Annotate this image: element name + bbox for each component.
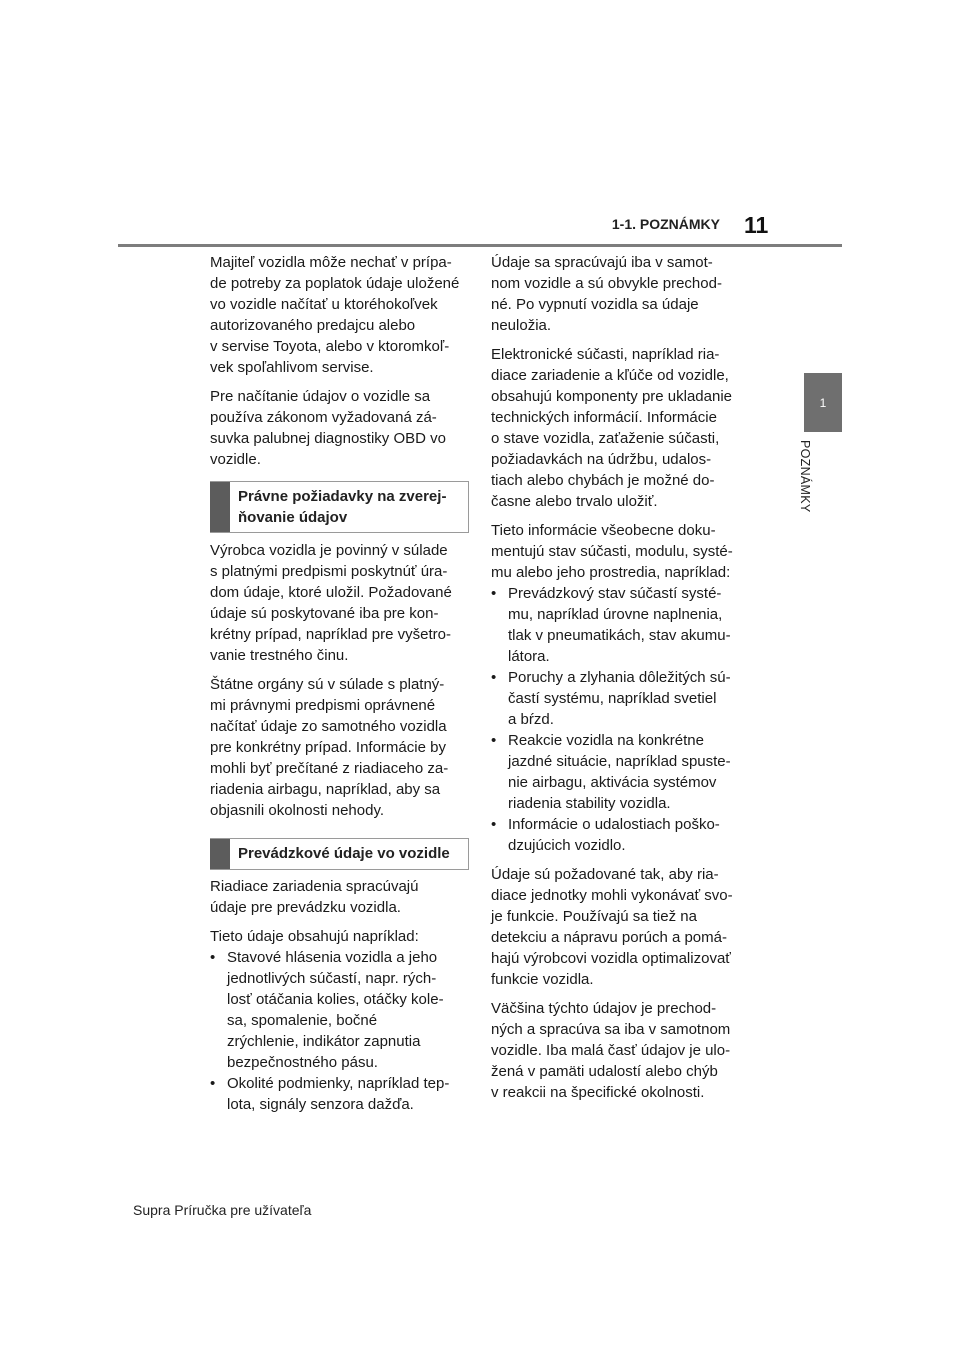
list-item-text: Okolité podmienky, napríklad tep- lota, signály senzora dažďa. bbox=[227, 1075, 450, 1113]
footer-manual-title: Supra Príručka pre užívateľa bbox=[133, 1202, 312, 1218]
list-item-text: Poruchy a zlyhania dôležitých sú- častí systému, napríklad svetiel a bŕzd. bbox=[508, 669, 731, 728]
list-item-text: Prevádzkový stav súčastí systé- mu, napríklad úrovne naplnenia, tlak v pneumatikách, stav akumu- látora. bbox=[508, 585, 731, 665]
bullet-mark: • bbox=[210, 949, 216, 966]
paragraph: Tieto údaje obsahujú napríklad: bbox=[210, 928, 419, 945]
paragraph: Pre načítanie údajov o vozidle sa používa zákonom vyžadovaná zá- suvka palubnej diagnostiky OBD vo vozidle. bbox=[210, 388, 446, 468]
paragraph: Údaje sa spracúvajú iba v samot- nom vozidle a sú obvykle prechod- né. Po vypnutí vozidla sa údaje neuložia. bbox=[491, 254, 722, 334]
section-heading-marker bbox=[210, 839, 230, 869]
left-column-section2 bbox=[210, 876, 468, 1123]
paragraph: Riadiace zariadenia spracúvajú údaje pre prevádzku vozidla. bbox=[210, 878, 419, 916]
right-column bbox=[491, 252, 753, 1111]
list-item bbox=[491, 667, 753, 730]
bullet-mark: • bbox=[491, 669, 497, 686]
section-heading-marker bbox=[210, 482, 230, 532]
section-heading-operational bbox=[210, 838, 469, 870]
list-item bbox=[491, 730, 753, 814]
header-section-title: 1-1. POZNÁMKY bbox=[611, 216, 720, 232]
bullet-mark: • bbox=[491, 585, 497, 602]
section-heading-text: Právne požiadavky na zverej- ňovanie údajov bbox=[238, 488, 447, 526]
list-item bbox=[491, 583, 753, 667]
bullet-mark: • bbox=[491, 732, 497, 749]
list-item-text: Reakcie vozidla na konkrétne jazdné situácie, napríklad spuste- nie airbagu, aktivácia systémov riadenia stability vozidla. bbox=[508, 732, 731, 812]
page-number: 11 bbox=[744, 212, 769, 238]
list-item-text: Stavové hlásenia vozidla a jeho jednotlivých súčastí, napr. rých- losť otáčania kolies, otáčky kole- sa, spomalenie, bočné zrýchlenie, indikátor zapnutia bezpečnostného pásu. bbox=[227, 949, 444, 1071]
bullet-mark: • bbox=[491, 816, 497, 833]
left-column bbox=[210, 252, 468, 478]
section-heading-legal bbox=[210, 481, 469, 533]
list-item bbox=[491, 814, 753, 856]
chapter-tab: 1 bbox=[804, 373, 842, 432]
section-heading-text: Prevádzkové údaje vo vozidle bbox=[238, 845, 450, 862]
left-column-section1 bbox=[210, 540, 468, 829]
bullet-list bbox=[491, 583, 753, 856]
paragraph: Údaje sú požadované tak, aby ria- diace jednotky mohli vykonávať svo- je funkcie. Používajú sa tiež na detekciu a nápravu porúch a pomá- hajú výrobcovi vozidla optimalizovať funkcie vozidla. bbox=[491, 866, 733, 988]
paragraph: Výrobca vozidla je povinný v súlade s platnými predpismi poskytnúť úra- dom údaje, ktoré uložil. Požadované údaje sú poskytované iba pre kon- krétny prípad, napríklad pre vyšetro- vanie trestného činu. bbox=[210, 542, 452, 664]
paragraph: Štátne orgány sú v súlade s platný- mi právnymi predpismi oprávnené načítať údaje zo samotného vozidla pre konkrétny prípad. Informácie by mohli byť prečítané z riadiaceho za- riadenia airbagu, napríklad, aby sa objasnili okolnosti nehody. bbox=[210, 676, 449, 819]
list-item bbox=[210, 1073, 468, 1115]
bullet-mark: • bbox=[210, 1075, 216, 1092]
bullet-list bbox=[210, 947, 468, 1115]
header-divider bbox=[118, 244, 842, 247]
list-item bbox=[210, 947, 468, 1073]
paragraph: Väčšina týchto údajov je prechod- ných a spracúva sa iba v samotnom vozidle. Iba malá časť údajov je ulo- žená v pamäti udalostí alebo chýb v reakcii na špecifické okolnosti. bbox=[491, 1000, 731, 1101]
list-item-text: Informácie o udalostiach poško- dzujúcich vozidlo. bbox=[508, 816, 720, 854]
paragraph: Tieto informácie všeobecne doku- mentujú stav súčasti, modulu, systé- mu alebo jeho prostredia, napríklad: bbox=[491, 522, 733, 581]
paragraph: Elektronické súčasti, napríklad ria- diace zariadenie a kľúče od vozidle, obsahujú komponenty pre ukladanie technických informácií. Informácie o stave vozidla, zaťaženie súčasti, požiadavkách na údržbu, udalos- tiach alebo chybách je možné do- časne alebo trvalo uložiť. bbox=[491, 346, 733, 510]
paragraph: Majiteľ vozidla môže nechať v prípa- de potreby za poplatok údaje uložené vo vozidle načítať u ktoréhokoľvek autorizovaného predajcu alebo v servise Toyota, alebo v ktoromkoľ- vek spoľahlivom servise. bbox=[210, 254, 460, 376]
side-chapter-label: POZNÁMKY bbox=[798, 440, 812, 513]
